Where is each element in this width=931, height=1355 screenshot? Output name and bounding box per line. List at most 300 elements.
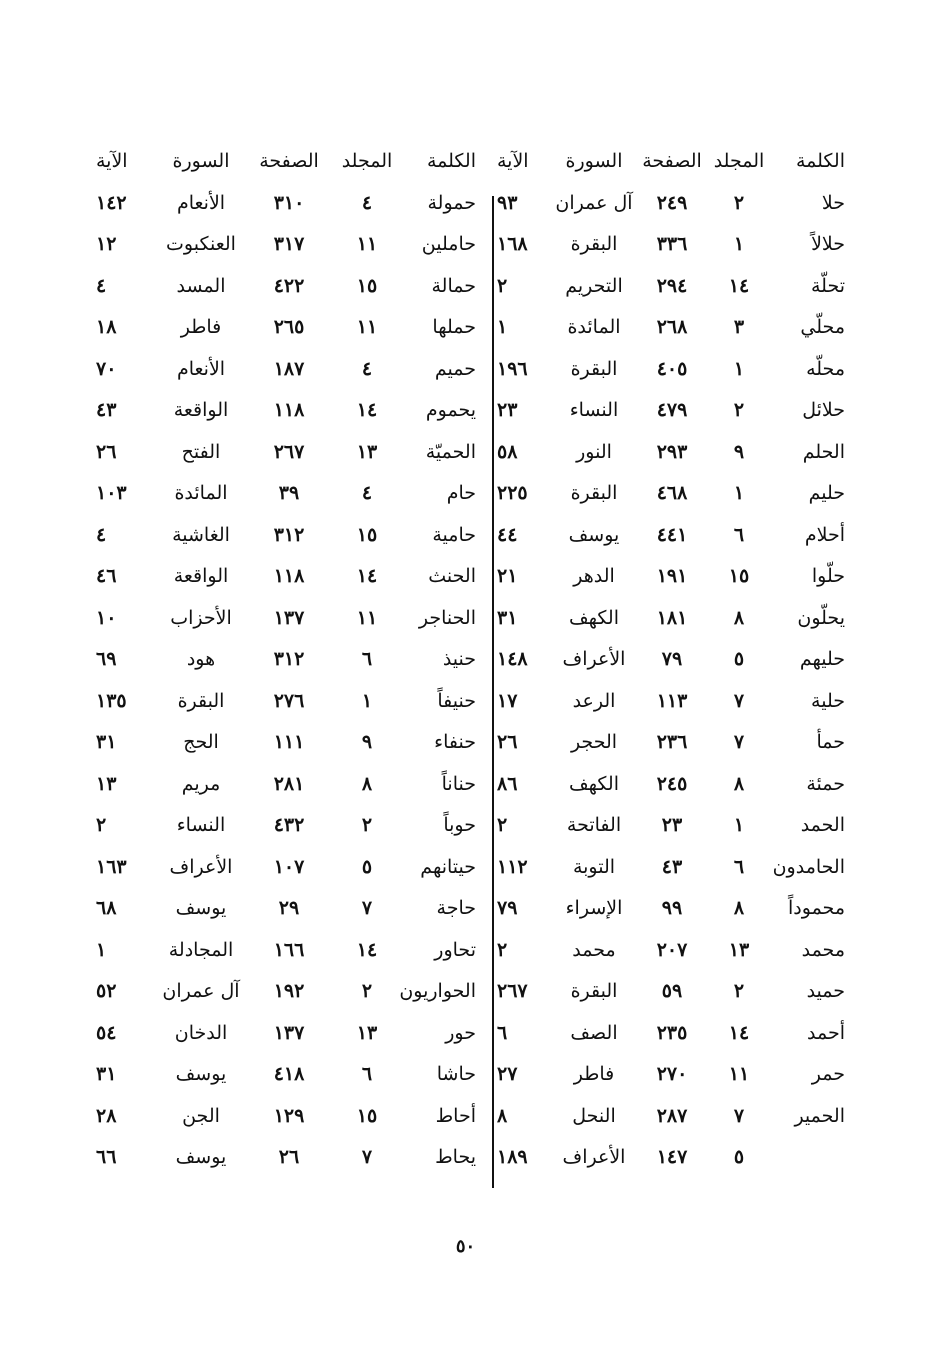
cell-page: ١٨١ — [656, 606, 688, 629]
cell-word: حلا — [821, 191, 845, 214]
column-header-right — [497, 140, 851, 182]
cell-volume: ١٤ — [356, 938, 378, 961]
cell-page: ٤٣٢ — [273, 814, 305, 837]
table-row — [497, 348, 851, 390]
cell-volume: ٨ — [733, 606, 745, 629]
cell-verse: ٢٣ — [497, 399, 518, 422]
cell-page: ١٤٧ — [656, 1146, 688, 1169]
cell-page: ٤٤١ — [656, 523, 688, 546]
cell-page: ٢٩ — [278, 897, 300, 920]
cell-verse: ٤٤ — [497, 523, 518, 546]
table-row — [96, 473, 488, 515]
cell-page: ٢٠٧ — [656, 938, 688, 961]
cell-verse: ٦٩ — [96, 648, 117, 671]
cell-word: حلائل — [802, 399, 845, 422]
cell-page: ٢٣٦ — [656, 731, 688, 754]
cell-surah: البقرة — [570, 357, 618, 380]
cell-word: تحلّة — [810, 274, 845, 297]
cell-volume: ٢ — [733, 191, 745, 214]
cell-verse: ٢١ — [497, 565, 518, 588]
cell-page: ٢٣٥ — [656, 1021, 688, 1044]
cell-surah: آل عمران — [162, 980, 240, 1003]
cell-verse: ٢٧ — [497, 1063, 518, 1086]
cell-page: ٤٢٢ — [273, 274, 305, 297]
header-volume: المجلد — [341, 150, 393, 172]
cell-word: حلية — [811, 689, 845, 712]
cell-page: ٣١٢ — [273, 648, 305, 671]
cell-word: حمئة — [806, 772, 845, 795]
cell-word: محلّه — [806, 357, 845, 380]
cell-page: ٣١٠ — [273, 191, 305, 214]
cell-verse: ٤٣ — [96, 399, 117, 422]
cell-verse: ١٢ — [96, 233, 117, 256]
table-row — [497, 390, 851, 432]
column-divider — [492, 196, 494, 1188]
cell-word: يحاط — [435, 1146, 476, 1169]
cell-page: ٢٣ — [661, 814, 683, 837]
cell-surah: المائدة — [567, 316, 621, 339]
table-row — [96, 846, 488, 888]
cell-volume: ١٣ — [728, 938, 750, 961]
cell-page: ١٣٧ — [273, 1021, 305, 1044]
table-row — [497, 473, 851, 515]
cell-verse: ٧٩ — [497, 897, 518, 920]
cell-verse: ١٦٣ — [96, 855, 127, 878]
cell-verse: ٩٣ — [497, 191, 518, 214]
cell-surah: النحل — [572, 1104, 616, 1127]
cell-verse: ٣١ — [96, 1063, 117, 1086]
cell-volume: ١٣ — [356, 440, 378, 463]
cell-surah: البقرة — [570, 233, 618, 256]
cell-verse: ١٠٣ — [96, 482, 127, 505]
cell-volume: ٤ — [361, 191, 373, 214]
cell-volume: ٥ — [733, 1146, 745, 1169]
cell-volume: ١٣ — [356, 1021, 378, 1044]
table-row — [497, 763, 851, 805]
cell-volume: ٦ — [361, 1063, 373, 1086]
cell-surah: التحريم — [565, 274, 623, 297]
table-row — [96, 224, 488, 266]
cell-word: حلّوا — [811, 565, 845, 588]
cell-verse: ٢٦ — [497, 731, 518, 754]
cell-page: ٢٤٥ — [656, 772, 688, 795]
table-row — [96, 1095, 488, 1137]
cell-volume: ٣ — [733, 316, 745, 339]
cell-word: حاشا — [436, 1063, 476, 1086]
cell-page: ٥٩ — [661, 980, 683, 1003]
cell-page: ١٩٢ — [273, 980, 305, 1003]
cell-surah: المائدة — [174, 482, 228, 505]
page-number: ٥٠ — [455, 1236, 476, 1257]
cell-word: حميد — [806, 980, 845, 1003]
cell-word: حوباً — [443, 814, 476, 837]
cell-word: أحاط — [435, 1104, 476, 1127]
cell-word: حملها — [432, 316, 476, 339]
cell-page: ٤٦٨ — [656, 482, 688, 505]
cell-verse: ٦٦ — [96, 1146, 117, 1169]
table-row — [497, 846, 851, 888]
cell-verse: ٤ — [96, 274, 107, 297]
cell-word: تحاور — [434, 938, 476, 961]
cell-page: ١١١ — [273, 731, 305, 754]
table-row — [96, 722, 488, 764]
table-row — [96, 514, 488, 556]
table-row — [497, 1137, 851, 1179]
cell-surah: فاطر — [180, 316, 222, 339]
cell-word: حليهم — [799, 648, 845, 671]
table-row — [96, 680, 488, 722]
cell-page: ٢٨١ — [273, 772, 305, 795]
table-row — [96, 971, 488, 1013]
table-row — [497, 1054, 851, 1096]
cell-surah: النساء — [569, 399, 619, 422]
cell-page: ٣٣٦ — [656, 233, 688, 256]
index-column-right — [497, 140, 851, 1178]
cell-volume: ٩ — [361, 731, 373, 754]
cell-surah: يوسف — [175, 1063, 227, 1086]
cell-word: حليم — [808, 482, 845, 505]
cell-word: حنيذ — [442, 648, 476, 671]
cell-surah: الفاتحة — [566, 814, 622, 837]
cell-surah: الغاشية — [172, 523, 230, 546]
cell-verse: ١٣ — [96, 772, 117, 795]
cell-word: حنفاء — [434, 731, 476, 754]
header-word: الكلمة — [426, 150, 476, 172]
cell-page: ٢٧٠ — [656, 1063, 688, 1086]
cell-word: أحمد — [807, 1021, 845, 1044]
table-row — [96, 265, 488, 307]
cell-volume: ١١ — [356, 316, 378, 339]
table-row — [96, 1054, 488, 1096]
header-surah: السورة — [172, 150, 230, 172]
cell-volume: ١٤ — [728, 274, 750, 297]
cell-verse: ٧٠ — [96, 357, 117, 380]
cell-word: محموداً — [788, 897, 845, 920]
cell-word: يحموم — [425, 399, 476, 422]
cell-volume: ٩ — [733, 440, 745, 463]
cell-verse: ١ — [497, 316, 508, 339]
cell-volume: ٧ — [361, 1146, 373, 1169]
column-header-left — [96, 140, 488, 182]
cell-word: حور — [445, 1021, 476, 1044]
table-row — [96, 805, 488, 847]
cell-volume: ١٥ — [728, 565, 750, 588]
cell-surah: الواقعة — [173, 565, 229, 588]
table-row — [96, 1137, 488, 1179]
cell-verse: ١٣٥ — [96, 689, 127, 712]
cell-volume: ٢ — [361, 980, 373, 1003]
cell-word: حميم — [434, 357, 476, 380]
cell-page: ١٨٧ — [273, 357, 305, 380]
cell-word: الحمير — [794, 1104, 845, 1127]
cell-verse: ١١٢ — [497, 855, 528, 878]
table-row — [497, 265, 851, 307]
cell-volume: ٦ — [733, 523, 745, 546]
cell-word: الحلم — [802, 440, 845, 463]
table-row — [497, 597, 851, 639]
cell-verse: ٥٤ — [96, 1021, 117, 1044]
cell-surah: المسد — [176, 274, 226, 297]
cell-surah: المجادلة — [168, 938, 234, 961]
header-verse: الآية — [497, 150, 529, 172]
cell-word: الحناجر — [418, 606, 476, 629]
cell-word: حمولة — [427, 191, 476, 214]
cell-page: ١٣٧ — [273, 606, 305, 629]
cell-volume: ٢ — [361, 814, 373, 837]
cell-surah: يوسف — [175, 897, 227, 920]
cell-word: حام — [446, 482, 476, 505]
cell-surah: الأحزاب — [170, 606, 232, 629]
table-row — [497, 722, 851, 764]
cell-verse: ١٦٨ — [497, 233, 528, 256]
cell-word: حنيفاً — [437, 689, 476, 712]
cell-word: حمر — [811, 1063, 845, 1086]
cell-page: ٢٦ — [278, 1146, 300, 1169]
table-row — [497, 307, 851, 349]
cell-verse: ١٨ — [96, 316, 117, 339]
cell-verse: ٨ — [497, 1104, 508, 1127]
cell-volume: ١ — [733, 482, 745, 505]
cell-word: الحواريون — [399, 980, 476, 1003]
cell-volume: ٨ — [733, 897, 745, 920]
cell-verse: ٢٢٥ — [497, 482, 528, 505]
cell-surah: يوسف — [175, 1146, 227, 1169]
cell-volume: ١١ — [356, 233, 378, 256]
cell-verse: ٦٨ — [96, 897, 117, 920]
cell-volume: ٧ — [733, 689, 745, 712]
cell-volume: ٧ — [733, 1104, 745, 1127]
cell-verse: ٢٦ — [96, 440, 117, 463]
cell-word: حامية — [432, 523, 476, 546]
cell-word: حناناً — [441, 772, 476, 795]
cell-surah: محمد — [572, 938, 616, 961]
table-row — [497, 929, 851, 971]
table-row — [96, 929, 488, 971]
table-row — [497, 1012, 851, 1054]
table-row — [96, 888, 488, 930]
cell-page: ١٠٧ — [273, 855, 305, 878]
cell-page: ١١٣ — [656, 689, 688, 712]
index-rows-left — [96, 182, 488, 1178]
cell-word: حاملين — [421, 233, 476, 256]
table-row — [96, 1012, 488, 1054]
cell-surah: النور — [576, 440, 612, 463]
cell-word: الحميّة — [425, 440, 476, 463]
cell-page: ٧٩ — [661, 648, 683, 671]
cell-verse: ٣١ — [96, 731, 117, 754]
table-row — [497, 514, 851, 556]
cell-surah: الفتح — [181, 440, 221, 463]
cell-word: الحنث — [428, 565, 476, 588]
cell-volume: ١٥ — [356, 523, 378, 546]
cell-surah: الأعراف — [562, 1146, 626, 1169]
table-row — [497, 224, 851, 266]
cell-verse: ١٩٦ — [497, 357, 528, 380]
cell-page: ١١٨ — [273, 399, 305, 422]
table-row — [497, 680, 851, 722]
cell-volume: ١ — [733, 233, 745, 256]
cell-volume: ١٤ — [356, 399, 378, 422]
cell-volume: ١٤ — [728, 1021, 750, 1044]
cell-word: حمأ — [816, 731, 845, 754]
cell-page: ٢٦٥ — [273, 316, 305, 339]
cell-surah: آل عمران — [555, 191, 633, 214]
table-row — [96, 556, 488, 598]
cell-verse: ٥٢ — [96, 980, 117, 1003]
cell-verse: ٢ — [497, 814, 508, 837]
cell-surah: هود — [186, 648, 216, 671]
cell-volume: ٧ — [733, 731, 745, 754]
table-row — [96, 597, 488, 639]
cell-surah: الرعد — [572, 689, 616, 712]
table-row — [497, 1095, 851, 1137]
cell-surah: الكهف — [569, 606, 619, 629]
table-row — [96, 431, 488, 473]
table-row — [497, 888, 851, 930]
cell-page: ٩٩ — [661, 897, 683, 920]
cell-page: ٢٨٧ — [656, 1104, 688, 1127]
cell-volume: ١١ — [728, 1063, 750, 1086]
table-row — [497, 639, 851, 681]
index-column-left — [96, 140, 488, 1178]
cell-volume: ٨ — [733, 772, 745, 795]
cell-word: حمالة — [431, 274, 476, 297]
header-verse: الآية — [96, 150, 128, 172]
cell-word: حاجة — [436, 897, 476, 920]
cell-volume: ٧ — [361, 897, 373, 920]
cell-surah: الواقعة — [173, 399, 229, 422]
cell-verse: ١٨٩ — [497, 1146, 528, 1169]
cell-verse: ٨٦ — [497, 772, 518, 795]
cell-volume: ١ — [361, 689, 373, 712]
cell-surah: الدخان — [174, 1021, 228, 1044]
cell-verse: ٤ — [96, 523, 107, 546]
cell-page: ١٦٦ — [273, 938, 305, 961]
cell-surah: النساء — [176, 814, 226, 837]
cell-word: يحلّون — [797, 606, 845, 629]
cell-surah: الأنعام — [176, 191, 226, 214]
cell-surah: الأعراف — [562, 648, 626, 671]
table-row — [497, 971, 851, 1013]
cell-surah: الدهر — [573, 565, 615, 588]
cell-volume: ٤ — [361, 357, 373, 380]
cell-surah: الحجر — [570, 731, 618, 754]
cell-verse: ٢ — [96, 814, 107, 837]
cell-surah: التوبة — [572, 855, 616, 878]
cell-surah: الحج — [183, 731, 219, 754]
cell-surah: مريم — [181, 772, 221, 795]
cell-volume: ١٥ — [356, 1104, 378, 1127]
cell-volume: ٢ — [733, 980, 745, 1003]
index-rows-right — [497, 182, 851, 1178]
header-page: الصفحة — [642, 150, 702, 172]
cell-surah: الكهف — [569, 772, 619, 795]
cell-volume: ٤ — [361, 482, 373, 505]
header-surah: السورة — [565, 150, 623, 172]
table-row — [96, 763, 488, 805]
cell-volume: ١ — [733, 814, 745, 837]
cell-page: ٣١٧ — [273, 233, 305, 256]
cell-verse: ٢٨ — [96, 1104, 117, 1127]
cell-verse: ١٠ — [96, 606, 117, 629]
cell-surah: الصف — [570, 1021, 618, 1044]
cell-verse: ٢ — [497, 274, 508, 297]
cell-word: حلالاً — [811, 233, 845, 256]
cell-word: الحامدون — [772, 855, 845, 878]
header-word: الكلمة — [795, 150, 845, 172]
cell-surah: الجن — [182, 1104, 220, 1127]
cell-word: حيتانهم — [420, 855, 476, 878]
cell-volume: ٥ — [733, 648, 745, 671]
cell-word: محلّي — [800, 316, 845, 339]
header-volume: المجلد — [713, 150, 765, 172]
cell-page: ٤٠٥ — [656, 357, 688, 380]
cell-page: ١٢٩ — [273, 1104, 305, 1127]
table-row — [96, 348, 488, 390]
cell-surah: البقرة — [177, 689, 225, 712]
cell-page: ٢٦٧ — [273, 440, 305, 463]
table-row — [497, 556, 851, 598]
cell-verse: ٢ — [497, 938, 508, 961]
table-row — [497, 805, 851, 847]
cell-page: ١٩١ — [656, 565, 688, 588]
cell-page: ٤٧٩ — [656, 399, 688, 422]
table-row — [96, 639, 488, 681]
cell-verse: ٤٦ — [96, 565, 117, 588]
cell-page: ٤١٨ — [273, 1063, 305, 1086]
cell-word: الحمد — [800, 814, 845, 837]
cell-page: ١١٨ — [273, 565, 305, 588]
cell-word: أحلام — [804, 523, 845, 546]
cell-surah: الأعراف — [169, 855, 233, 878]
cell-verse: ٣١ — [497, 606, 518, 629]
cell-volume: ١٥ — [356, 274, 378, 297]
cell-verse: ١٤٨ — [497, 648, 528, 671]
cell-volume: ١٤ — [356, 565, 378, 588]
cell-volume: ١١ — [356, 606, 378, 629]
table-row — [497, 431, 851, 473]
cell-verse: ١ — [96, 938, 107, 961]
table-row — [96, 307, 488, 349]
cell-surah: فاطر — [573, 1063, 615, 1086]
cell-verse: ٥٨ — [497, 440, 518, 463]
cell-verse: ٢٦٧ — [497, 980, 528, 1003]
cell-verse: ١٧ — [497, 689, 518, 712]
cell-surah: يوسف — [568, 523, 620, 546]
cell-volume: ١ — [733, 357, 745, 380]
cell-page: ٢٤٩ — [656, 191, 688, 214]
cell-page: ٢٦٨ — [656, 316, 688, 339]
cell-surah: الأنعام — [176, 357, 226, 380]
cell-volume: ٦ — [733, 855, 745, 878]
cell-page: ٢٩٣ — [656, 440, 688, 463]
cell-verse: ٦ — [497, 1021, 508, 1044]
cell-page: ٣١٢ — [273, 523, 305, 546]
cell-word: محمد — [801, 938, 845, 961]
cell-page: ٢٩٤ — [656, 274, 688, 297]
cell-volume: ٨ — [361, 772, 373, 795]
cell-page: ٤٣ — [661, 855, 683, 878]
table-row — [497, 182, 851, 224]
cell-surah: البقرة — [570, 482, 618, 505]
cell-volume: ٦ — [361, 648, 373, 671]
cell-volume: ٢ — [733, 399, 745, 422]
cell-verse: ١٤٢ — [96, 191, 127, 214]
table-row — [96, 390, 488, 432]
cell-surah: الإسراء — [565, 897, 623, 920]
cell-surah: العنكبوت — [166, 233, 236, 256]
table-row — [96, 182, 488, 224]
